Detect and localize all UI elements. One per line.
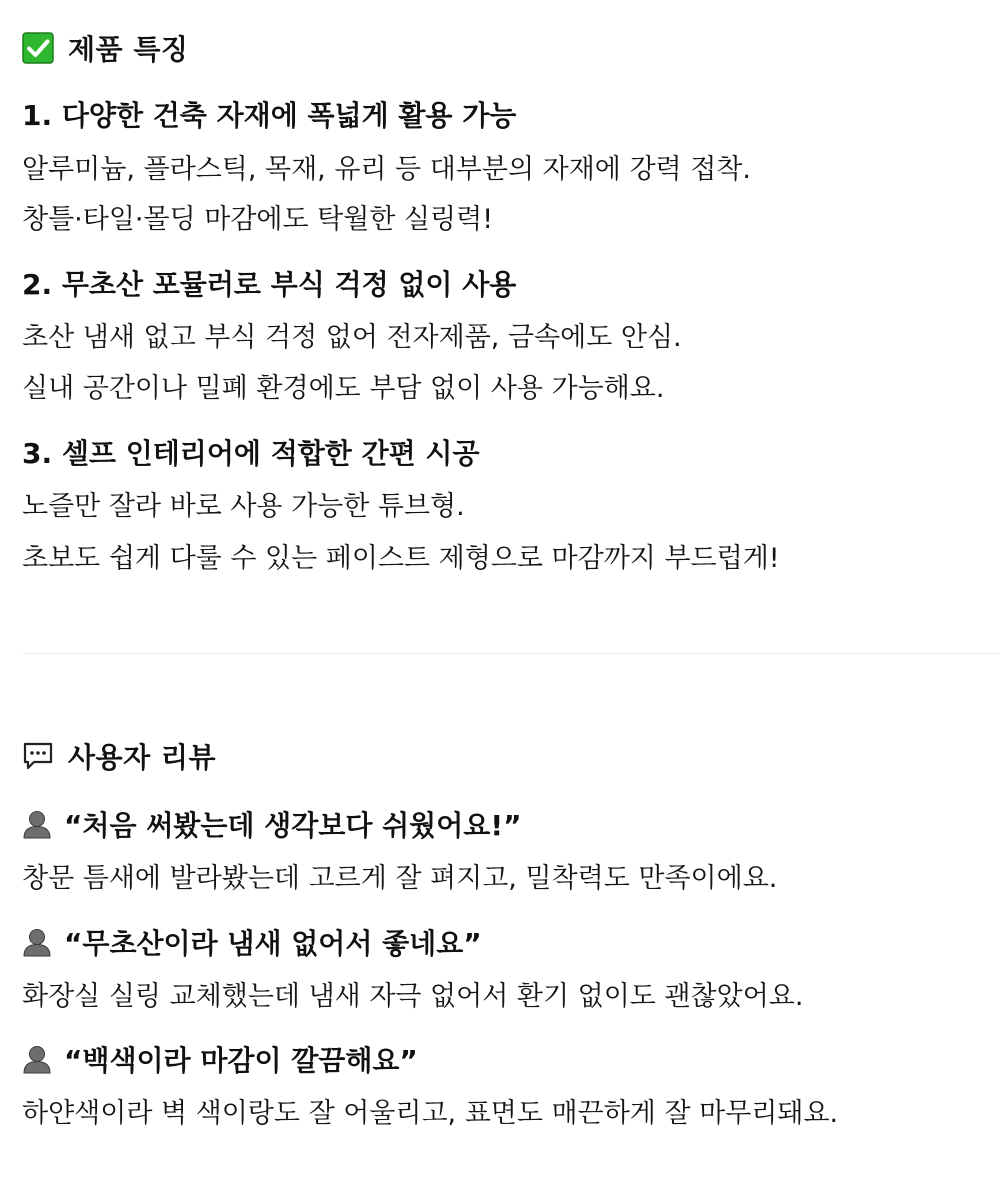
- person-silhouette-icon: [22, 927, 52, 957]
- reviews-heading: [22, 736, 216, 776]
- review-3-title-text: “백색이라 마감이 깔끔해요”: [64, 1044, 418, 1077]
- speech-bubble-icon: [22, 740, 54, 772]
- feature-3-line-1: 노즐만 잘라 바로 사용 가능한 튜브형.: [22, 491, 465, 522]
- feature-2-title: 2. 무초산 포뮬러로 부식 걱정 없이 사용: [22, 268, 517, 301]
- feature-2-line-1: 초산 냄새 없고 부식 걱정 없어 전자제품, 금속에도 안심.: [22, 322, 682, 353]
- features-heading: [22, 28, 188, 68]
- person-silhouette-icon: [22, 809, 52, 839]
- review-2-title: [22, 922, 482, 962]
- features-heading-text: 제품 특징: [68, 33, 189, 66]
- feature-3-line-2: 초보도 쉽게 다룰 수 있는 페이스트 제형으로 마감까지 부드럽게!: [22, 543, 780, 574]
- review-3-body: 하얀색이라 벽 색이랑도 잘 어울리고, 표면도 매끈하게 잘 마무리돼요.: [22, 1098, 839, 1129]
- review-1-body: 창문 틈새에 발라봤는데 고르게 잘 펴지고, 밀착력도 만족이에요.: [22, 863, 778, 894]
- review-2-title-text: “무초산이라 냄새 없어서 좋네요”: [64, 927, 482, 960]
- section-divider: [22, 653, 1000, 654]
- review-1-title-text: “처음 써봤는데 생각보다 쉬웠어요!”: [64, 809, 522, 842]
- reviews-heading-text: 사용자 리뷰: [68, 741, 216, 774]
- review-1-title: [22, 804, 522, 844]
- review-2-body: 화장실 실링 교체했는데 냄새 자극 없어서 환기 없이도 괜찮았어요.: [22, 981, 804, 1012]
- feature-1-title: 1. 다양한 건축 자재에 폭넓게 활용 가능: [22, 99, 517, 132]
- feature-1-line-1: 알루미늄, 플라스틱, 목재, 유리 등 대부분의 자재에 강력 접착.: [22, 154, 751, 185]
- review-3-title: [22, 1039, 418, 1079]
- feature-1-line-2: 창틀·타일·몰딩 마감에도 탁월한 실링력!: [22, 204, 494, 235]
- feature-3-title: 3. 셀프 인테리어에 적합한 간편 시공: [22, 437, 480, 470]
- check-box-icon: [22, 32, 54, 64]
- person-silhouette-icon: [22, 1044, 52, 1074]
- feature-2-line-2: 실내 공간이나 밀폐 환경에도 부담 없이 사용 가능해요.: [22, 373, 665, 404]
